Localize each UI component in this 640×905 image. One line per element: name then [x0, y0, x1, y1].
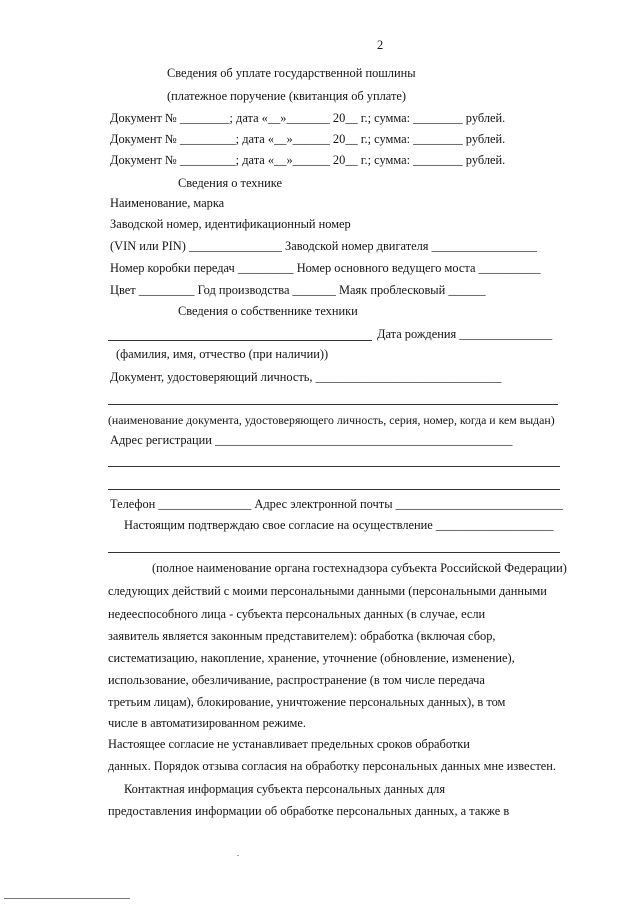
consent-line-3: заявитель является законным представителем): обработка (включая сбор,: [108, 629, 496, 643]
owner-id-document-label: Документ, удостоверяющий личность, ______________________________: [110, 370, 502, 384]
owner-fio-hint: (фамилия, имя, отчество (при наличии)): [116, 347, 329, 361]
footnote-separator: [4, 898, 130, 899]
fee-section-subtitle: (платежное поручение (квитанция об уплате): [167, 89, 407, 103]
scan-speck: [237, 855, 239, 856]
tech-color-year-beacon-line: Цвет _________ Год производства _______ Маяк проблесковый ______: [110, 283, 486, 297]
contact-info-line-2: предоставления информации об обработке персональных данных, а также в: [108, 804, 510, 818]
tech-vin-engine-line: (VIN или PIN) _______________ Заводской номер двигателя _________________: [110, 239, 537, 253]
consent-limit-line-1: Настоящее согласие не устанавливает предельных сроков обработки: [108, 737, 470, 751]
fee-document-row-1: Документ № ________; дата «__»_______ 20__ г.; сумма: ________ рублей.: [110, 111, 506, 125]
tech-gearbox-axle-line: Номер коробки передач _________ Номер основного ведущего моста __________: [110, 261, 541, 275]
owner-address-label: Адрес регистрации ________________________________________________: [110, 433, 513, 447]
tech-section-title: Сведения о технике: [178, 176, 282, 190]
consent-line-2: недееспособного лица - субъекта персональных данных (в случае, если: [108, 607, 486, 621]
consent-line-7: числе в автоматизированном режиме.: [108, 716, 306, 730]
contact-info-line-1: Контактная информация субъекта персональных данных для: [124, 782, 446, 796]
tech-serial-id-label: Заводской номер, идентификационный номер: [110, 217, 351, 231]
fee-section-title: Сведения об уплате государственной пошлины: [167, 66, 416, 80]
owner-name-line: [108, 340, 372, 341]
owner-section-title: Сведения о собственнике техники: [178, 304, 358, 318]
consent-start-line: Настоящим подтверждаю свое согласие на осуществление ___________________: [124, 518, 554, 532]
owner-id-document-line: [108, 404, 558, 405]
owner-phone-email-line: Телефон _______________ Адрес электронной почты ___________________________: [110, 497, 563, 511]
tech-name-brand-label: Наименование, марка: [110, 196, 225, 210]
fee-document-row-3: Документ № _________; дата «__»______ 20__ г.; сумма: ________ рублей.: [110, 153, 506, 167]
authority-name-hint: (полное наименование органа гостехнадзора субъекта Российской Федерации): [152, 561, 567, 575]
owner-birth-date: Дата рождения _______________: [377, 327, 553, 341]
page-number: 2: [377, 38, 384, 52]
consent-line-6: третьим лицам), блокирование, уничтожение персональных данных), в том: [108, 695, 506, 709]
fee-document-row-2: Документ № _________; дата «__»______ 20__ г.; сумма: ________ рублей.: [110, 132, 506, 146]
authority-name-line: [108, 552, 560, 553]
consent-line-1: следующих действий с моими персональными данными (персональными данными: [108, 584, 547, 598]
consent-line-5: использование, обезличивание, распространение (в том числе передача: [108, 673, 485, 687]
consent-limit-line-2: данных. Порядок отзыва согласия на обработку персональных данных мне известен.: [108, 759, 556, 773]
owner-address-line-2: [108, 466, 560, 467]
consent-line-4: систематизацию, накопление, хранение, уточнение (обновление, изменение),: [108, 651, 515, 665]
owner-address-line-3: [108, 489, 560, 490]
owner-id-document-hint: (наименование документа, удостоверяющего личность, серия, номер, когда и кем выдан): [108, 413, 555, 427]
